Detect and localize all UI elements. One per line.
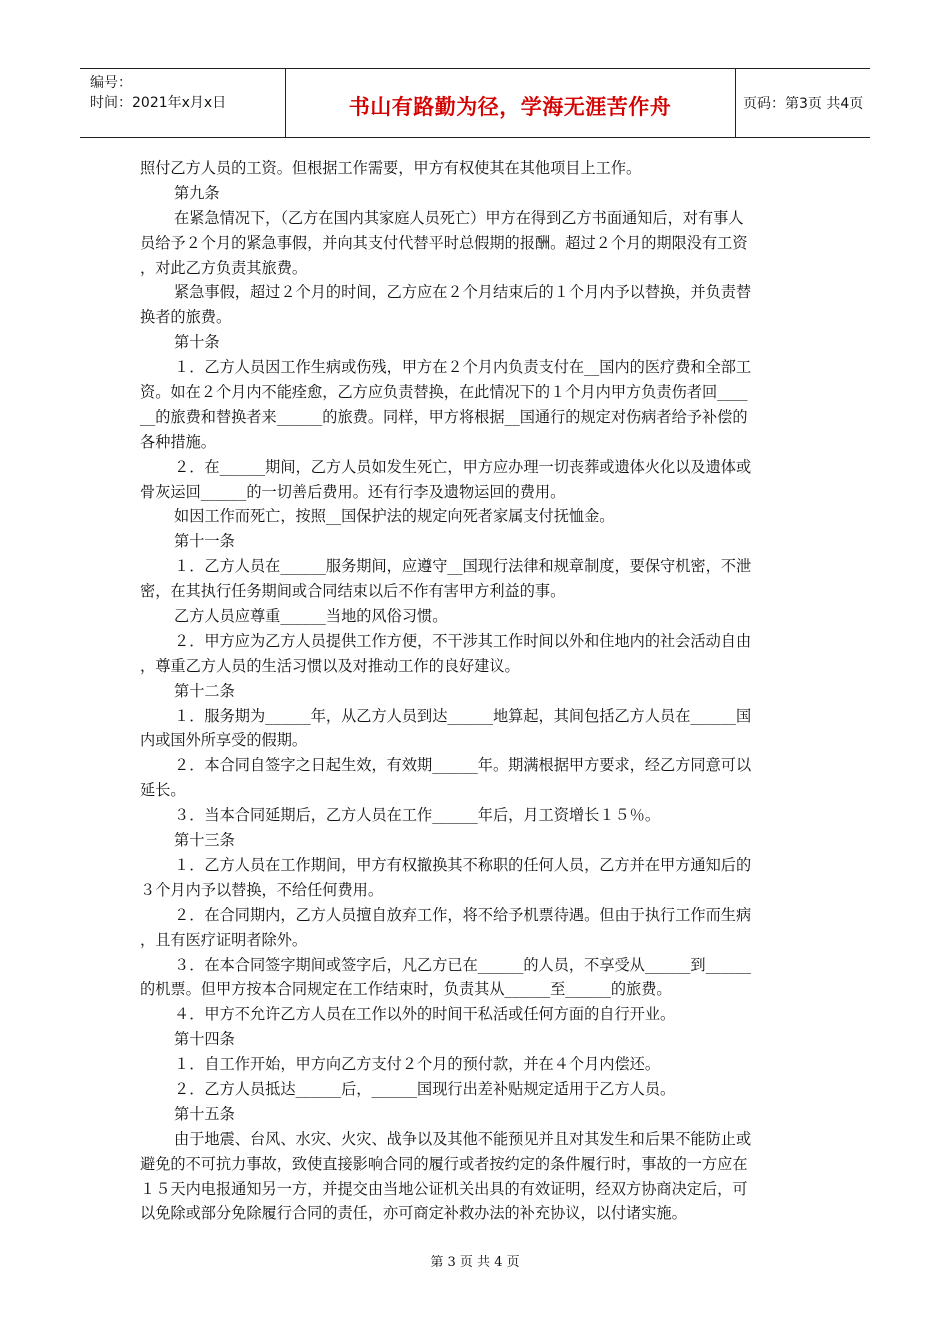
text-line: 换者的旅费。	[140, 308, 232, 327]
text-line: 员给予２个月的紧急事假，并向其支付代替平时总假期的报酬。超过２个月的期限没有工资	[140, 233, 748, 252]
header-meta-cell	[80, 69, 286, 137]
text-line: 第十五条	[174, 1104, 235, 1123]
text-line: 第十四条	[174, 1030, 235, 1049]
text-line: ２．在______期间，乙方人员如发生死亡，甲方应办理一切丧葬或遗体火化以及遗体或	[174, 457, 752, 476]
header-motto: 书山有路勤为径，学海无涯苦作舟	[348, 95, 672, 119]
text-line: 避免的不可抗力事故，致使直接影响合同的履行或者按约定的条件履行时，事故的一方应在	[140, 1154, 748, 1173]
text-line: 照付乙方人员的工资。但根据工作需要，甲方有权使其在其他项目上工作。	[140, 159, 642, 177]
text-line: 第十条	[174, 333, 220, 352]
text-line: ３个月内予以替换，不给任何费用。	[140, 880, 383, 899]
text-line: 的机票。但甲方按本合同规定在工作结束时，负责其从______至______的旅费。	[140, 980, 672, 999]
text-line: ，尊重乙方人员的生活习惯以及对推动工作的良好建议。	[140, 656, 520, 675]
text-line: 在紧急情况下，（乙方在国内其家庭人员死亡）甲方在得到乙方书面通知后，对有事人	[174, 208, 744, 227]
text-line: 第十一条	[174, 532, 235, 551]
text-line: 紧急事假，超过２个月的时间，乙方应在２个月结束后的１个月内予以替换，并负责替	[174, 283, 752, 302]
header-page-info: 页码：第3页 共4页	[743, 96, 864, 112]
text-line: ３．当本合同延期后，乙方人员在工作______年后，月工资增长１５％。	[174, 806, 660, 825]
text-line: １．服务期为______年，从乙方人员到达______地算起，其间包括乙方人员在______国	[174, 706, 752, 725]
page-footer: 第 3 页 共 4 页	[430, 1255, 520, 1270]
text-line: ，对此乙方负责其旅费。	[140, 258, 308, 277]
document-date: 时间：2021年x月x日	[90, 95, 227, 111]
text-line: ３．在本合同签字期间或签字后，凡乙方已在______的人员，不享受从______到______	[174, 955, 752, 974]
text-line: 以免除或部分免除履行合同的责任，亦可商定补救办法的补充协议，以付诸实施。	[140, 1204, 687, 1223]
text-line: １．自工作开始，甲方向乙方支付２个月的预付款，并在４个月内偿还。	[174, 1055, 660, 1074]
text-line: ，且有医疗证明者除外。	[140, 930, 308, 949]
header-page-cell	[735, 69, 870, 137]
text-line: １．乙方人员在______服务期间，应遵守__国现行法律和规章制度，要保守机密，不泄	[174, 557, 752, 576]
text-line: 如因工作而死亡，按照__国保护法的规定向死者家属支付抚恤金。	[174, 507, 615, 526]
contract-body	[140, 156, 816, 1226]
text-line: 延长。	[140, 781, 186, 800]
text-line: 第十三条	[174, 831, 235, 850]
text-line: ２．乙方人员抵达______后，______国现行出差补贴规定适用于乙方人员。	[174, 1079, 676, 1098]
text-line: 内或国外所享受的假期。	[140, 731, 308, 750]
text-line: ４．甲方不允许乙方人员在工作以外的时间干私活或任何方面的自行开业。	[174, 1005, 676, 1024]
text-line: 第十二条	[174, 681, 235, 700]
text-line: ２．甲方应为乙方人员提供工作方便，不干涉其工作时间以外和住地内的社会活动自由	[174, 631, 752, 650]
header-motto-cell	[285, 69, 736, 137]
text-line: 资。如在２个月内不能痊愈，乙方应负责替换，在此情况下的１个月内甲方负责伤者回____	[140, 383, 748, 402]
document-number-label: 编号：	[90, 75, 132, 91]
text-line: __的旅费和替换者来______的旅费。同样，甲方将根据__国通行的规定对伤病者给予补偿的	[140, 407, 748, 426]
text-line: １５天内电报通知另一方，并提交由当地公证机关出具的有效证明，经双方协商决定后，可	[140, 1179, 748, 1198]
text-line: 由于地震、台风、水灾、火灾、战争以及其他不能预见并且对其发生和后果不能防止或	[174, 1129, 752, 1148]
text-line: ２．在合同期内，乙方人员擅自放弃工作，将不给予机票待遇。但由于执行工作而生病	[174, 905, 752, 924]
document-header	[80, 68, 870, 138]
text-line: 乙方人员应尊重______当地的风俗习惯。	[174, 607, 448, 626]
text-line: 密，在其执行任务期间或合同结束以后不作有害甲方利益的事。	[140, 582, 566, 601]
text-line: 第九条	[174, 183, 220, 202]
text-line: １．乙方人员在工作期间，甲方有权撤换其不称职的任何人员，乙方并在甲方通知后的	[174, 855, 752, 874]
text-line: ２．本合同自签字之日起生效，有效期______年。期满根据甲方要求，经乙方同意可以	[174, 756, 752, 775]
text-line: 各种措施。	[140, 432, 216, 451]
text-line: 骨灰运回______的一切善后费用。还有行李及遗物运回的费用。	[140, 482, 566, 501]
text-line: １．乙方人员因工作生病或伤残，甲方在２个月内负责支付在__国内的医疗费和全部工	[174, 358, 752, 377]
